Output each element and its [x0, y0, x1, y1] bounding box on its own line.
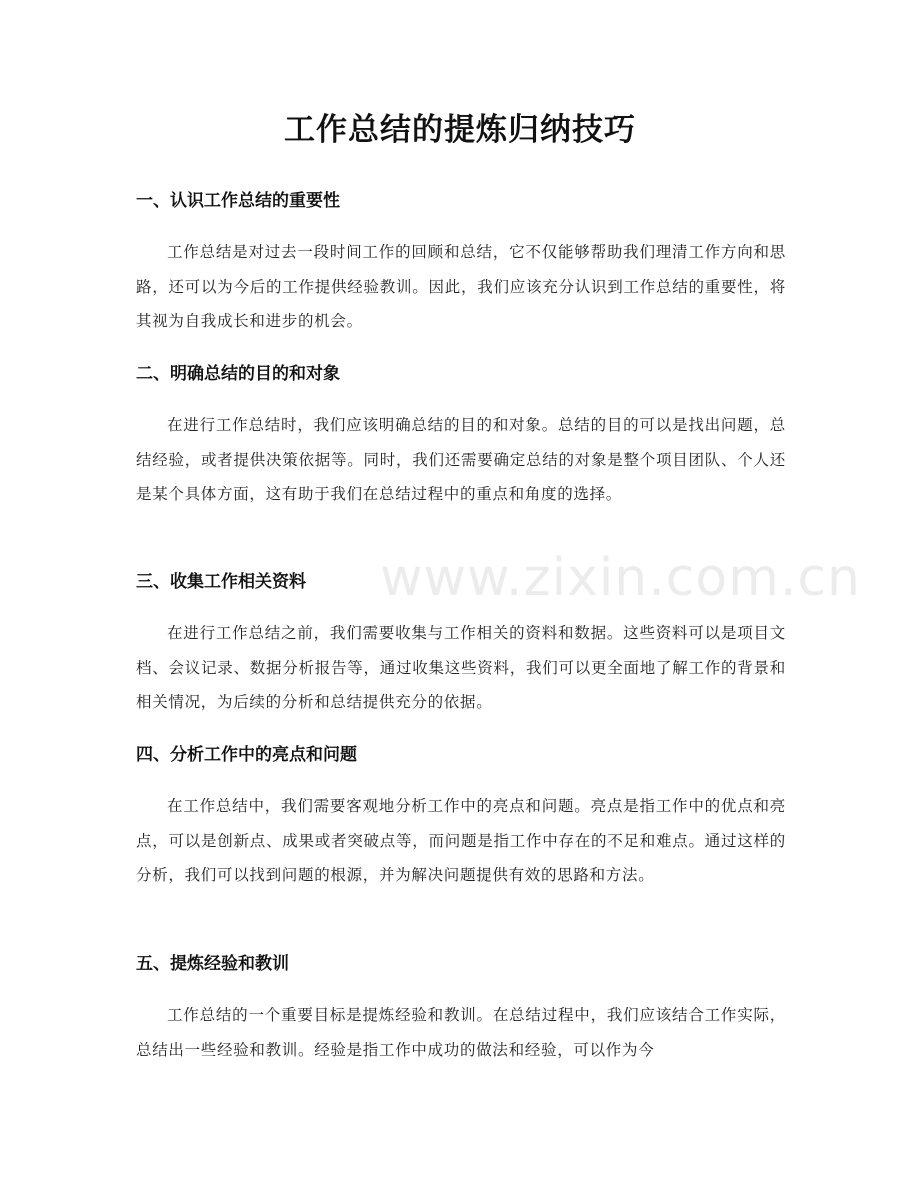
- watermark-text: www.zixin.com.cn: [380, 548, 861, 608]
- section-4-body: 在工作总结中，我们需要客观地分析工作中的亮点和问题。亮点是指工作中的优点和亮点，可以是创新点、成果或者突破点等，而问题是指工作中存在的不足和难点。通过这样的分析，我们可以找到问题的根源，并为解决问题提供有效的思路和方法。: [136, 797, 786, 884]
- section-3-body: 在进行工作总结之前，我们需要收集与工作相关的资料和数据。这些资料可以是项目文档、会议记录、数据分析报告等，通过收集这些资料，我们可以更全面地了解工作的背景和相关情况，为后续的分析和总结提供充分的依据。: [136, 624, 786, 711]
- section-2-heading: 二、明确总结的目的和对象: [136, 364, 340, 384]
- section-1-heading: 一、认识工作总结的重要性: [136, 191, 340, 211]
- section-3-heading: 三、收集工作相关资料: [136, 572, 306, 592]
- section-2-body: 在进行工作总结时，我们应该明确总结的目的和对象。总结的目的可以是找出问题，总结经验，或者提供决策依据等。同时，我们还需要确定总结的对象是整个项目团队、个人还是某个具体方面，这有助于我们在总结过程中的重点和角度的选择。: [136, 416, 786, 503]
- section-1-body: 工作总结是对过去一段时间工作的回顾和总结，它不仅能够帮助我们理清工作方向和思路，还可以为今后的工作提供经验教训。因此，我们应该充分认识到工作总结的重要性，将其视为自我成长和进步的机会。: [136, 243, 786, 330]
- document-title: 工作总结的提炼归纳技巧: [284, 112, 636, 148]
- section-4-heading: 四、分析工作中的亮点和问题: [136, 745, 357, 765]
- section-5-body: 工作总结的一个重要目标是提炼经验和教训。在总结过程中，我们应该结合工作实际，总结出一些经验和教训。经验是指工作中成功的做法和经验，可以作为今: [136, 1006, 786, 1059]
- section-5-heading: 五、提炼经验和教训: [136, 954, 289, 974]
